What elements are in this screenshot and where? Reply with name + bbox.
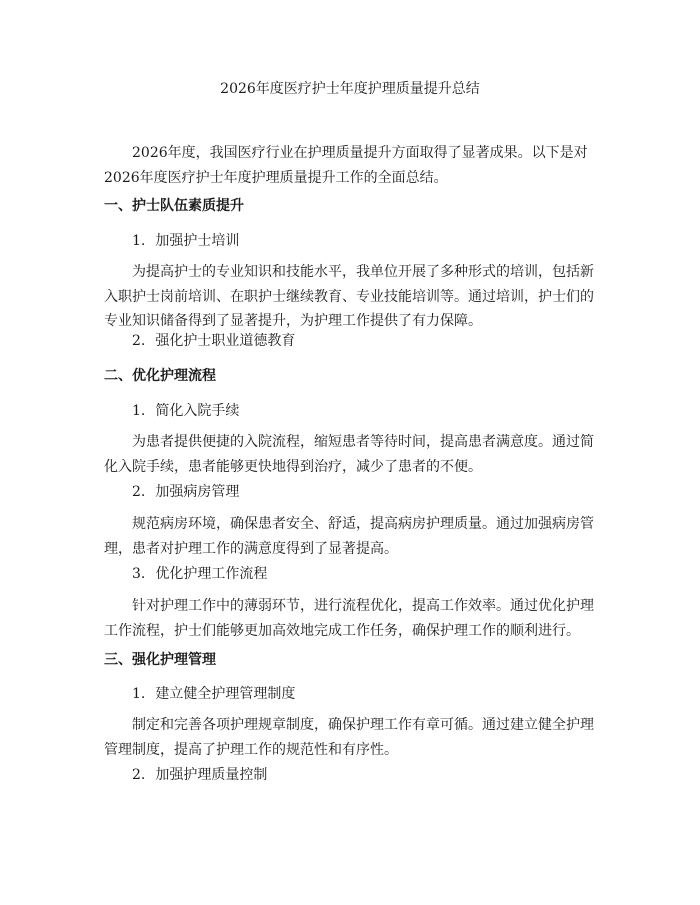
body-paragraph-2-2: 规范病房环境，确保患者安全、舒适，提高病房护理质量。通过加强病房管理，患者对护理工作的满意度得到了显著提高。 [104,516,594,557]
subheading-title: 建立健全护理管理制度 [155,686,296,702]
subheading-3-1 [132,684,295,704]
subheading-number: 1. [132,233,146,249]
subheading-2-2 [132,482,239,502]
subheading-1-2 [132,331,295,351]
document-title: 2026年度医疗护士年度护理质量提升总结 [220,81,480,97]
subheading-1-1 [132,231,239,251]
subheading-2-1 [132,401,239,421]
subheading-3-2 [132,765,267,785]
subheading-title: 强化护士职业道德教育 [155,333,296,349]
subheading-number: 3. [132,566,146,582]
subheading-2-3 [132,564,267,584]
section-heading-1: 一、护士队伍素质提升 [104,198,244,214]
intro-paragraph: 2026年度，我国医疗行业在护理质量提升方面取得了显著成果。以下是对2026年度医疗护士年度护理质量提升工作的全面总结。 [104,145,588,186]
subheading-number: 2. [132,767,146,783]
body-paragraph-1-1: 为提高护士的专业知识和技能水平，我单位开展了多种形式的培训，包括新入职护士岗前培训、在职护士继续教育、专业技能培训等。通过培训，护士们的专业知识储备得到了显著提升，为护理工作提供了有力保障。 [104,264,594,329]
body-paragraph-2-1: 为患者提供便捷的入院流程，缩短患者等待时间，提高患者满意度。通过简化入院手续，患者能够更快地得到治疗，减少了患者的不便。 [104,434,594,475]
subheading-title: 优化护理工作流程 [155,566,268,582]
body-paragraph-2-3: 针对护理工作中的薄弱环节，进行流程优化，提高工作效率。通过优化护理工作流程，护士们能够更加高效地完成工作任务，确保护理工作的顺利进行。 [104,598,594,639]
body-paragraph-3-1: 制定和完善各项护理规章制度，确保护理工作有章可循。通过建立健全护理管理制度，提高了护理工作的规范性和有序性。 [104,717,594,758]
subheading-title: 简化入院手续 [155,403,240,419]
subheading-title: 加强病房管理 [155,484,240,500]
subheading-number: 2. [132,333,146,349]
subheading-number: 2. [132,484,146,500]
subheading-number: 1. [132,686,146,702]
section-heading-3: 三、强化护理管理 [104,652,216,668]
subheading-title: 加强护士培训 [155,233,240,249]
subheading-number: 1. [132,403,146,419]
section-heading-2: 二、优化护理流程 [104,368,216,384]
subheading-title: 加强护理质量控制 [155,767,268,783]
